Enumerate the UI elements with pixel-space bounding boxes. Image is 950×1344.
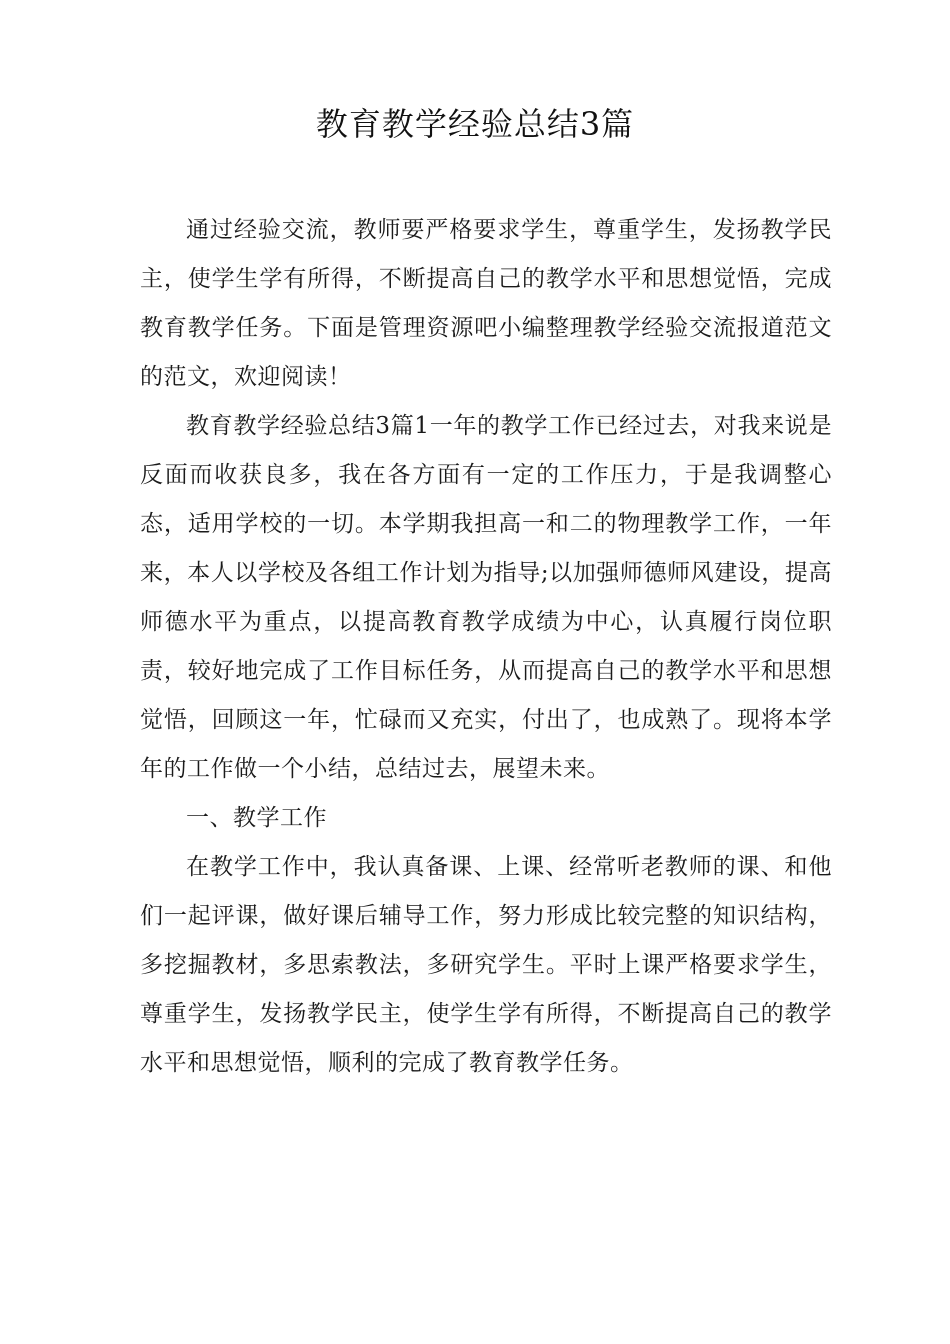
document-title: 教育教学经验总结3篇 [315,105,635,143]
teaching-work-paragraph: 在教学工作中，我认真备课、上课、经常听老教师的课、和他们一起评课，做好课后辅导工作，努力形成比较完整的知识结构，多挖掘教材，多思索教法，多研究学生。平时上课严格要求学生，尊重学生，发扬教学民主，使学生学有所得，不断提高自己的教学水平和思想觉悟，顺利的完成了教育教学任务。 [140,854,832,1076]
summary-paragraph-1: 教育教学经验总结3篇1一年的教学工作已经过去，对我来说是反面而收获良多，我在各方面有一定的工作压力，于是我调整心态，适用学校的一切。本学期我担高一和二的物理教学工作，一年来，本人以学校及各组工作计划为指导;以加强师德师风建设，提高师德水平为重点，以提高教育教学成绩为中心，认真履行岗位职责，较好地完成了工作目标任务，从而提高自己的教学水平和思想觉悟，回顾这一年，忙碌而又充实，付出了，也成熟了。现将本学年的工作做一个小结，总结过去，展望未来。 [140,413,832,782]
document-body [140,206,832,1088]
section-heading-teaching-work: 一、教学工作 [186,805,327,831]
intro-paragraph: 通过经验交流，教师要严格要求学生，尊重学生，发扬教学民主，使学生学有所得，不断提高自己的教学水平和思想觉悟，完成教育教学任务。下面是管理资源吧小编整理教学经验交流报道范文的范文，欢迎阅读！ [140,217,832,390]
